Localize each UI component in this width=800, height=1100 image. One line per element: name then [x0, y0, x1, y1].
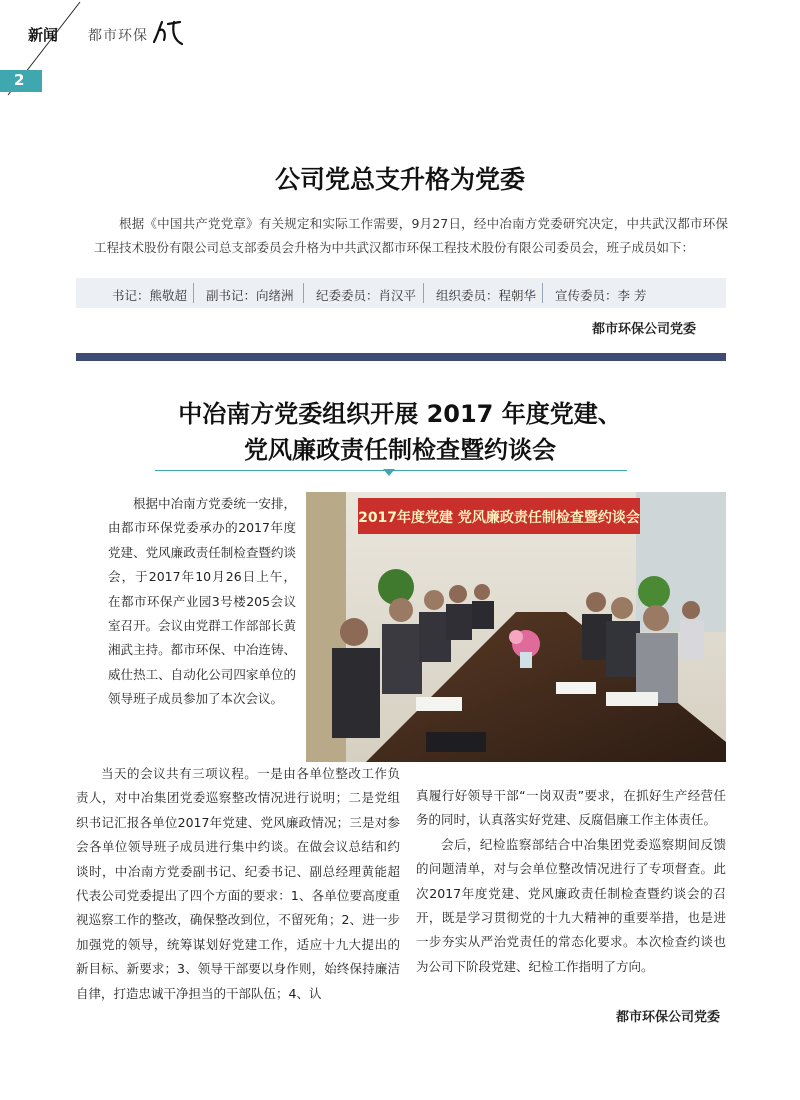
- article2-paragraph-3: 会后，纪检监察部结合中冶集团党委巡察期间反馈的问题清单，对与会单位整改情况进行了专项督查。此次2017年度党建、党风廉政责任制检查暨约谈会的召开，既是学习贯彻党的十九大精神的重要举措，也是进一步夯实从严治党责任的常态化要求。本次检查约谈也为公司下阶段党建、纪检工作指明了方向。: [416, 836, 726, 974]
- article2-paragraph-2: 当天的会议共有三项议程。一是由各单位整改工作负责人，对中冶集团党委巡察整改情况进行说明；二是党组织书记汇报各单位2017年党建、党风廉政情况；三是对参会各单位领导班子成员进行集中约谈。在做会议总结和约谈时，中冶南方党委副书记、纪委书记、副总经理黄能超代表公司党委提出了四个方面的要求：1、各单位要高度重视巡察工作的整改，确保整改到位，不留死角；2、进一步加强党的领导，统筹谋划好党建工作，适应十九大提出的新目标、新要求；3、领导干部要以身作则，始终保持廉洁自律，打造忠诚干净担当的干部队伍；4、认: [76, 766, 400, 1001]
- article2-paragraph-2-continued: 真履行好领导干部“一岗双责”要求，在抓好生产经营任务的同时，认真落实好党建、反腐倡廉工作主体责任。: [416, 788, 726, 828]
- title-triangle-icon: [383, 469, 395, 476]
- article1-title: 公司党总支升格为党委: [274, 165, 525, 194]
- member-publicity: 宣传委员：李 芳: [555, 288, 647, 303]
- article2-paragraph-1: 根据中冶南方党委统一安排，由都市环保党委承办的2017年度党建、党风廉政责任制检查暨约谈会，于2017年10月26日上午，在都市环保产业园3号楼205会议室召开。会议由党群工作部部长黄湘武主持。都市环保、中冶连铸、威仕热工、自动化公司四家单位的领导班子成员参加了本次会议。: [108, 496, 296, 707]
- page-number: 2: [14, 71, 25, 89]
- meeting-photo: [306, 492, 726, 762]
- article2-signature: 都市环保公司党委: [615, 1010, 720, 1025]
- member-organization: 组织委员：程朝华: [436, 288, 537, 303]
- article2-right-column: [416, 784, 726, 979]
- article2-title-line2: 党风廉政责任制检查暨约谈会: [244, 436, 556, 464]
- member-secretary: 书记：熊敬超: [112, 288, 188, 303]
- brand-logo-icon: [150, 16, 186, 50]
- article1-signature: 都市环保公司党委: [591, 322, 696, 337]
- member-separator: [303, 283, 304, 303]
- section-label: 新闻: [28, 26, 59, 44]
- brand-name: 都市环保: [88, 28, 148, 44]
- member-separator: [423, 283, 424, 303]
- member-separator: [193, 283, 194, 303]
- section-divider: [76, 353, 726, 361]
- member-deputy-secretary: 副书记：向绪洲: [206, 288, 294, 303]
- article2-title-line1: 中冶南方党委组织开展 2017 年度党建、: [178, 400, 622, 428]
- member-separator: [542, 283, 543, 303]
- photo-banner-text: 2017年度党建 党风廉政责任制检查暨约谈会: [358, 510, 640, 526]
- member-discipline: 纪委委员：肖汉平: [316, 288, 417, 303]
- article1-body: 根据《中国共产党党章》有关规定和实际工作需要，9月27日，经中冶南方党委研究决定，中共武汉都市环保工程技术股份有限公司总支部委员会升格为中共武汉都市环保工程技术股份有限公司委员会，班子成员如下：: [94, 216, 728, 255]
